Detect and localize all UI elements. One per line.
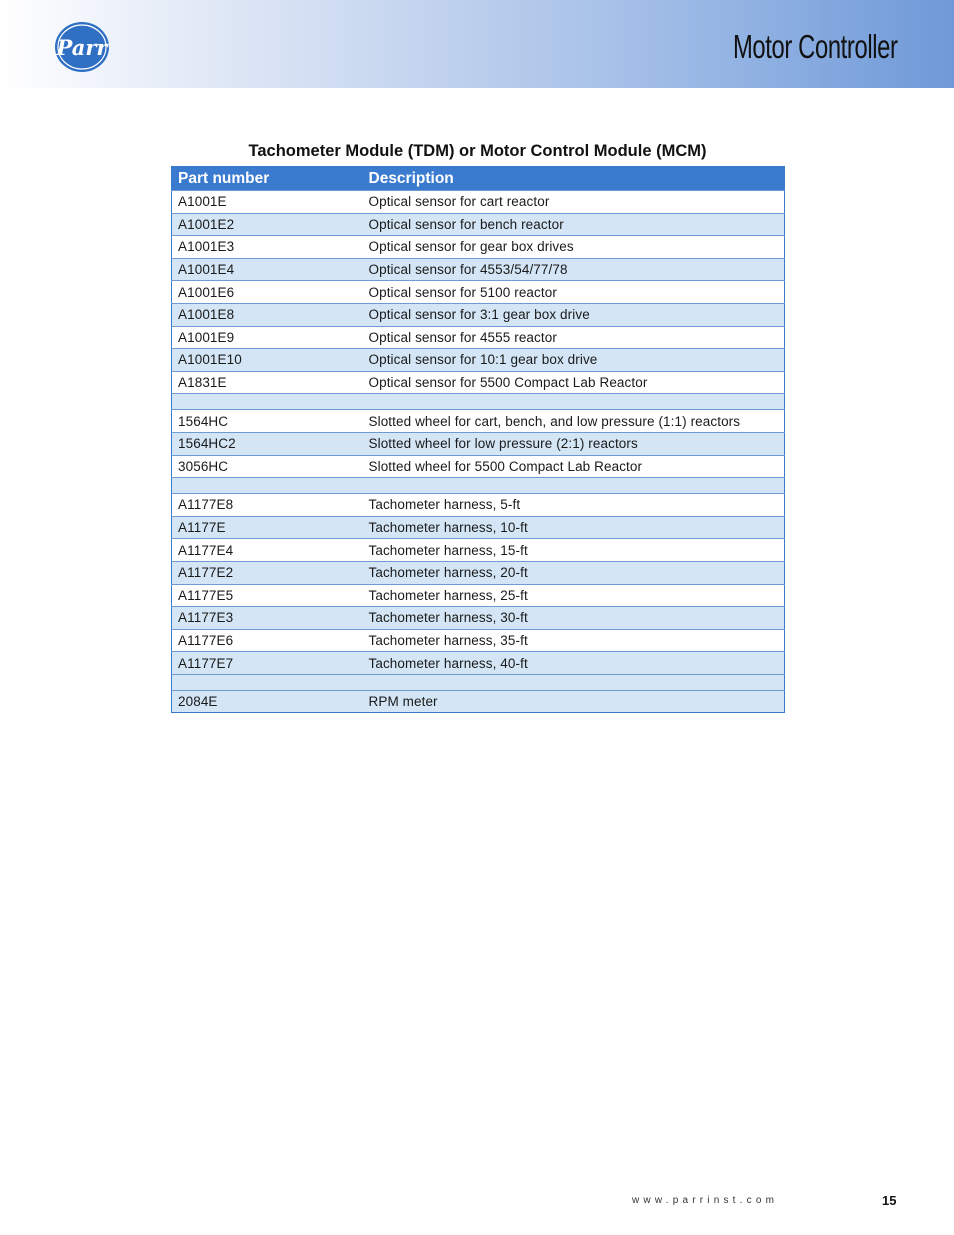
part-number-cell: A1001E10	[172, 349, 363, 372]
part-number-cell: A1177E4	[172, 539, 363, 562]
table-row	[172, 281, 785, 304]
description-cell: Slotted wheel for cart, bench, and low pressure (1:1) reactors	[363, 410, 785, 433]
table-row	[172, 516, 785, 539]
description-cell: Tachometer harness, 15-ft	[363, 539, 785, 562]
table-row	[172, 236, 785, 259]
table-row	[172, 584, 785, 607]
table-row	[172, 455, 785, 478]
table-row	[172, 629, 785, 652]
part-number-cell: A1177E5	[172, 584, 363, 607]
table-row	[172, 213, 785, 236]
part-number-cell	[172, 394, 363, 410]
logo-text: Parr	[56, 35, 108, 60]
table-row	[172, 607, 785, 630]
part-number-cell: 3056HC	[172, 455, 363, 478]
part-number-cell: A1001E3	[172, 236, 363, 259]
description-cell: Tachometer harness, 25-ft	[363, 584, 785, 607]
description-cell: Optical sensor for bench reactor	[363, 213, 785, 236]
part-number-cell: A1001E9	[172, 326, 363, 349]
table-row	[172, 561, 785, 584]
table-spacer-row	[172, 674, 785, 690]
description-cell: Optical sensor for 5100 reactor	[363, 281, 785, 304]
part-number-cell: A1001E4	[172, 258, 363, 281]
description-cell: Slotted wheel for low pressure (2:1) reactors	[363, 432, 785, 455]
table-row	[172, 258, 785, 281]
part-number-cell: A1001E8	[172, 303, 363, 326]
description-cell: Tachometer harness, 30-ft	[363, 607, 785, 630]
table-spacer-row	[172, 478, 785, 494]
description-cell: Optical sensor for 3:1 gear box drive	[363, 303, 785, 326]
description-cell: Optical sensor for 10:1 gear box drive	[363, 349, 785, 372]
table-row	[172, 371, 785, 394]
description-cell: Slotted wheel for 5500 Compact Lab Reactor	[363, 455, 785, 478]
description-cell	[363, 478, 785, 494]
description-cell: RPM meter	[363, 690, 785, 713]
description-cell: Tachometer harness, 10-ft	[363, 516, 785, 539]
table-header-row	[172, 167, 785, 191]
table-row	[172, 326, 785, 349]
part-number-cell	[172, 478, 363, 494]
description-cell: Optical sensor for 4555 reactor	[363, 326, 785, 349]
description-cell: Optical sensor for 4553/54/77/78	[363, 258, 785, 281]
table-row	[172, 432, 785, 455]
description-cell	[363, 394, 785, 410]
page-number: 15	[882, 1193, 897, 1208]
column-header-part-number: Part number	[172, 167, 363, 191]
description-cell: Optical sensor for 5500 Compact Lab Reactor	[363, 371, 785, 394]
part-number-cell: A1177E3	[172, 607, 363, 630]
table-row	[172, 652, 785, 675]
description-cell: Tachometer harness, 40-ft	[363, 652, 785, 675]
part-number-cell: A1001E2	[172, 213, 363, 236]
description-cell: Tachometer harness, 20-ft	[363, 561, 785, 584]
page-title: Motor Controller	[733, 28, 898, 65]
table-spacer-row	[172, 394, 785, 410]
description-cell: Tachometer harness, 5-ft	[363, 494, 785, 517]
table-row	[172, 349, 785, 372]
part-number-cell: A1177E7	[172, 652, 363, 675]
part-number-cell: A1177E2	[172, 561, 363, 584]
part-number-cell: 2084E	[172, 690, 363, 713]
description-cell: Tachometer harness, 35-ft	[363, 629, 785, 652]
description-cell: Optical sensor for gear box drives	[363, 236, 785, 259]
table-row	[172, 690, 785, 713]
footer-url: www.parrinst.com	[632, 1195, 779, 1206]
description-cell	[363, 674, 785, 690]
part-number-cell	[172, 674, 363, 690]
description-cell: Optical sensor for cart reactor	[363, 191, 785, 214]
parts-table	[171, 166, 785, 713]
table-row	[172, 191, 785, 214]
table-title: Tachometer Module (TDM) or Motor Control Module (MCM)	[248, 142, 707, 160]
part-number-cell: A1177E6	[172, 629, 363, 652]
table-row	[172, 303, 785, 326]
part-number-cell: A1001E	[172, 191, 363, 214]
table-row	[172, 494, 785, 517]
part-number-cell: A1177E8	[172, 494, 363, 517]
parr-logo-icon	[54, 21, 110, 73]
part-number-cell: A1001E6	[172, 281, 363, 304]
part-number-cell: A1831E	[172, 371, 363, 394]
table-row	[172, 539, 785, 562]
part-number-cell: 1564HC2	[172, 432, 363, 455]
column-header-description: Description	[363, 167, 785, 191]
table-row	[172, 410, 785, 433]
page-header	[0, 0, 954, 88]
part-number-cell: A1177E	[172, 516, 363, 539]
part-number-cell: 1564HC	[172, 410, 363, 433]
